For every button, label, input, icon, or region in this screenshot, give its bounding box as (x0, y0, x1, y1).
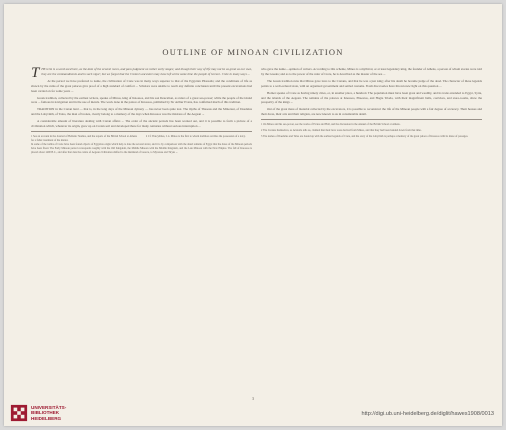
document-page (4, 4, 502, 426)
page-title: OUTLINE OF MINOAN CIVILIZATION (162, 47, 344, 57)
footnote: 1 See an account in the Journal of Hellenic Studies, and the reports of the British School at Athens for a fuller treatment of the matter. (31, 134, 138, 143)
digital-library-link[interactable]: http://digi.ub.uni-heidelberg.de/diglit/hawes1908/0013 (361, 411, 494, 417)
library-crest-icon (10, 404, 28, 422)
footnote-body: In some of the tombs of Crete have been found objects of Egyptian origin which help to date the several strata; and it is by comparison with the dated remains of Egypt that the dates of the Minoan periods have been fixed. The Early Minoan period corresponds roughly with the Old Kingdom, the Middle Minoan with the Middle Kingdom, and the Late Minoan with the New Empire. The fall of Knossos is placed about 1400 B.C., and after that date the centre of Aegean civilization shifted to the mainland of Greece, to Mycenae and Tiryns ... (31, 143, 252, 155)
library-name (31, 405, 66, 422)
footnote: 1 On Minos and his sea-power, see the works of Evans and Hall, and the discussion in the Annual of the British School at Athens. (261, 123, 401, 127)
body-paragraph: A considerable amount of literature dealing with Cretan affairs ... The order of the ancient periods has been worked out, and it is possible to form a picture of a civilization which, whatever its origin, grew up on Cretan soil and developed there for many centuries without serious interruption ... (31, 119, 252, 129)
body-paragraph: Out of the great mass of material collected by the excavators, it is possible to reconstruct the life of the Minoan people with a fair degree of accuracy. Their houses and their dress, their arts and their religion, are now known to us in considerable detail. (261, 107, 482, 117)
body-paragraph: who gave the name—opinion of writers. According to this scheme, Minos is a mythical, or at least legendary king, the founder of Athens, a person of whom stories were told by the Greeks; and as to the power of the ruler of Crete, he is described as the master of the sea ... (261, 67, 482, 76)
footnote: 2 The Cretans themselves, as Aristotle tells us, claimed that their laws were derived from Minos, and that they had been handed down from that time. (261, 129, 422, 133)
library-name-line: HEIDELBERG (31, 415, 62, 421)
footnote: 3 The names of Daedalus and Talos are bound up with the earliest legends of Crete, and the story of the Labyrinth is perhaps a memory of the great palace of Knossos with its maze of passages. (261, 135, 469, 139)
footnote-pair (31, 135, 252, 143)
page-number: 3 (252, 396, 254, 401)
footnote: 2 Cf. Thucydides, I. 4. Minos is the first to whom tradition ascribes the possession of a navy. (145, 134, 246, 138)
intro-text: HE term is a word used here, as the date of the several races, and pass judgment on rather early stages; and though their way of life may not be as great as our own, they are the commandments and in such vigor; but we forgot that the Cretan's ancestors may have left at the same time the people of Greece. Crete in many ways ... (41, 67, 252, 76)
library-name-line: BIBLIOTHEK (31, 410, 60, 416)
body-paragraph: The Greek tradition runs that Minos gave laws to the Cretans, and that he was a just king; after his death he became judge of the dead. The character of these legends points to a well-ordered state, with an organized government and settled customs. Fresh discoveries have thrown new light on this question ... (261, 78, 482, 88)
footnote-divider (31, 131, 252, 132)
right-column (261, 67, 482, 141)
drop-cap: T (31, 65, 40, 81)
library-name-line: UNIVERSITÄTS- (31, 404, 67, 410)
library-logo (10, 402, 96, 424)
body-paragraph: Greek tradition, collected by the earliest writers, speaks of Minos, king of Knossos, and his son Deucalion, as rulers of a great sea-power; while the people of the island were ... famous in navigation and in the use of metals. The work done in the palace of Knossos, published by Sir Arthur Evans, has confirmed much of this tradition. (31, 95, 252, 105)
left-column (31, 67, 252, 157)
body-paragraph: TRADITION in the Cretan land — that is, in the long days of the Minoan dynasty — has never been quite lost. The myths of Theseus and the Minotaur, of Daedalus and the Labyrinth, of Talos, the man of bronze, clearly belong to a memory of the days when Knossos was the mistress of the Aegean ... (31, 107, 252, 117)
intro-paragraph (31, 65, 252, 81)
body-paragraph: At the period we have preferred to name, the civilization of Crete was in many ways superior to that of the Egyptian Pharaohs; and the conditions of life as shown by the ruins of the great palaces give proof of a high standard of comfort ... Scholars were unable to reach any definite conclusion until the present excavations had been carried on for some years ... (31, 78, 252, 93)
footnote-divider (261, 119, 482, 120)
body-paragraph: Homer speaks of Crete as having ninety cities, or, in another place, a hundred. The population must have been great and wealthy, and its trade extended to Egypt, Syria, and the islands of the Aegean. The remains of the palaces at Knossos, Phaestos, and Hagia Triada, with their magnificent halls, corridors, and store-rooms, show the prosperity of the kings ... (261, 90, 482, 105)
